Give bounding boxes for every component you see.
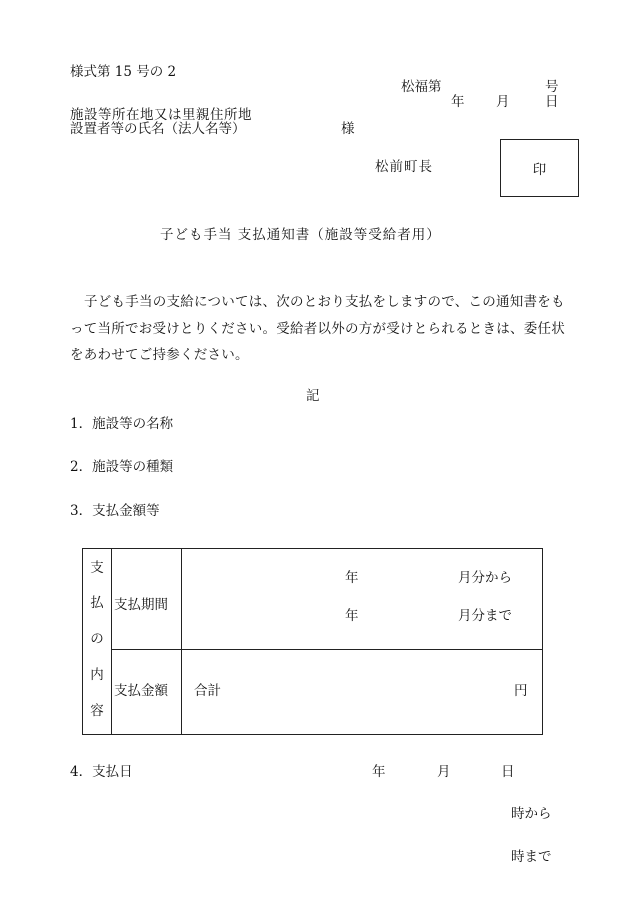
table-row-divider: [111, 649, 542, 650]
date-day: 日: [545, 94, 559, 110]
side-label-char: 容: [90, 703, 104, 719]
date-year: 年: [451, 94, 465, 110]
issuer-title: 松前町長: [375, 159, 433, 175]
seal-box: [500, 139, 579, 197]
document-title: 子ども手当 支払通知書（施設等受給者用）: [160, 227, 441, 243]
addressee-honorific: 様: [341, 121, 355, 137]
side-label-char: の: [90, 631, 104, 647]
period-from-year: 年: [345, 570, 359, 586]
seal-label: 印: [532, 162, 547, 178]
item-payment-amount: 3．支払金額等: [70, 503, 160, 519]
payment-time-from: 時から: [511, 806, 552, 822]
payment-details-table: [82, 548, 543, 735]
side-label-char: 支: [90, 560, 104, 576]
payment-time-to: 時まで: [511, 849, 552, 865]
side-label-char: 払: [90, 595, 104, 611]
ki-heading: 記: [306, 388, 320, 404]
table-divider-label: [181, 549, 182, 734]
payment-period-label: 支払期間: [114, 597, 168, 613]
doc-number-suffix: 号: [545, 79, 559, 95]
item-facility-type: 2．施設等の種類: [70, 459, 174, 475]
addressee-name-label: 設置者等の氏名（法人名等）: [70, 121, 246, 137]
payment-date-month: 月: [437, 764, 451, 780]
addressee-address-label: 施設等所在地又は里親住所地: [70, 107, 252, 123]
body-paragraph: 子ども手当の支給については、次のとおり支払をしますので、この通知書をもって当所でお受けとりください。受給者以外の方が受けとられるときは、委任状をあわせてご持参ください。: [70, 294, 565, 363]
period-to-year: 年: [345, 608, 359, 624]
period-to-label: 月分まで: [458, 608, 512, 624]
side-label-char: 内: [90, 667, 104, 683]
item-payment-date: 4．支払日: [70, 764, 133, 780]
doc-number-prefix: 松福第: [401, 79, 442, 95]
date-month: 月: [496, 94, 510, 110]
period-from-label: 月分から: [458, 570, 512, 586]
form-number: 様式第 15 号の 2: [70, 64, 177, 80]
item-facility-name: 1．施設等の名称: [70, 416, 174, 432]
payment-amount-label: 支払金額: [114, 683, 168, 699]
payment-date-day: 日: [501, 764, 515, 780]
total-label: 合計: [194, 683, 221, 699]
yen-label: 円: [514, 683, 528, 699]
table-divider-side: [111, 549, 112, 734]
payment-date-year: 年: [372, 764, 386, 780]
